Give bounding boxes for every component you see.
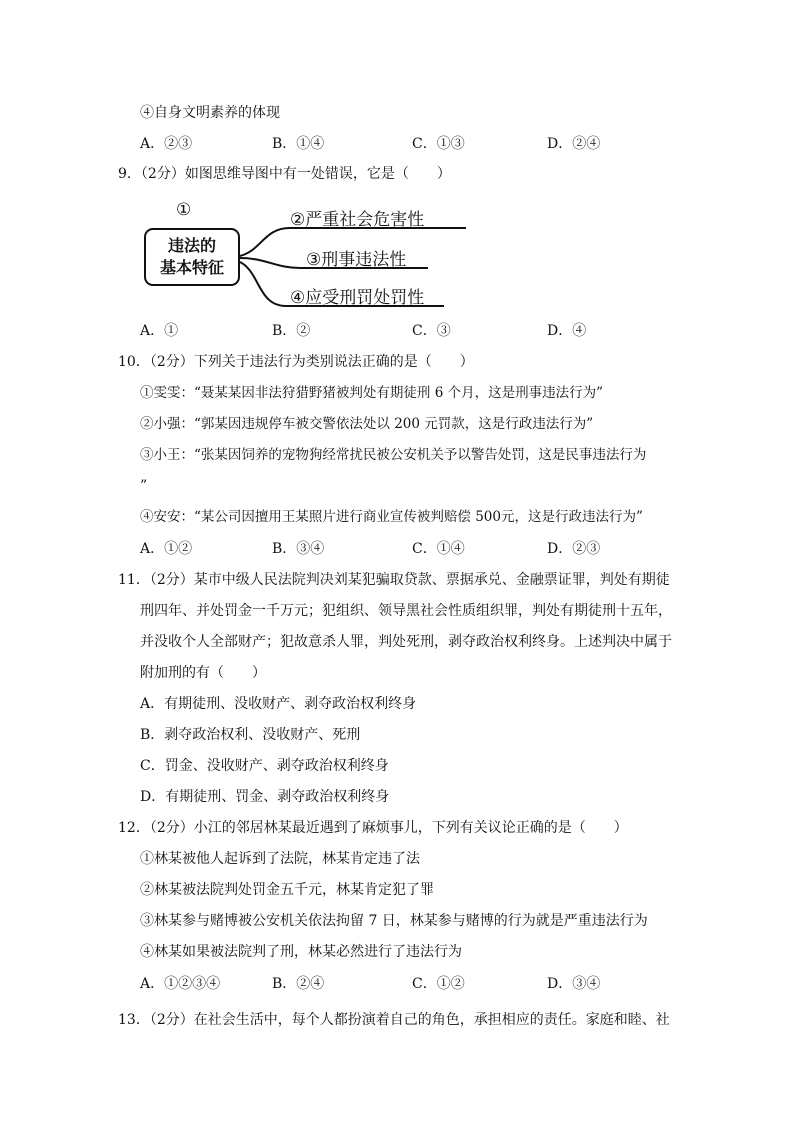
q12-item-4: ④林某如果被法院判了刑，林某必然进行了违法行为 [140, 944, 462, 960]
q11-stem-line-2: 刑四年、并处罚金一千万元；犯组织、领导黑社会性质组织罪，判处有期徒刑十五年， [140, 603, 672, 619]
mind-map-branch-4: ④应受刑罚处罚性 [290, 288, 425, 308]
q13-stem: 13．（2分）在社会生活中，每个人都扮演着自己的角色，承担相应的责任。家庭和睦、社 [118, 1012, 670, 1028]
q12-option-a[interactable]: A．①②③④ [140, 976, 221, 992]
mind-map-branch-2: ②严重社会危害性 [290, 210, 425, 230]
q11-stem-line-3: 并没收个人全部财产；犯故意杀人罪，判处死刑，剥夺政治权利终身。上述判决中属于 [140, 634, 672, 650]
q11-stem-line-1: 11．（2分）某市中级人民法院判决刘某犯骗取贷款、票据承兑、金融票证罪，判处有期徒 [118, 572, 670, 588]
q11-option-c[interactable]: C．罚金、没收财产、剥夺政治权利终身 [140, 758, 389, 774]
q9-option-a[interactable]: A．① [140, 323, 179, 339]
q10-item-3-continued: ” [140, 478, 148, 494]
q12-stem: 12．（2分）小江的邻居林某最近遇到了麻烦事儿，下列有关议论正确的是（ ） [118, 820, 628, 836]
q8-options [140, 134, 660, 154]
q9-option-d[interactable]: D．④ [547, 323, 587, 339]
q9-stem: 9．（2分）如图思维导图中有一处错误，它是（ ） [118, 166, 451, 182]
q8-item-4: ④自身文明素养的体现 [140, 105, 280, 121]
q8-option-d[interactable]: D．②④ [547, 136, 601, 152]
q12-item-3: ③林某参与赌博被公安机关依法拘留 7 日，林某参与赌博的行为就是严重违法行为 [140, 913, 648, 929]
q8-option-a[interactable]: A．②③ [140, 136, 193, 152]
q10-option-c[interactable]: C．①④ [412, 541, 465, 557]
q12-option-c[interactable]: C．①② [412, 976, 465, 992]
central-node-line-2: 基本特征 [159, 258, 224, 277]
q12-option-b[interactable]: B．②④ [272, 976, 325, 992]
q12-item-2: ②林某被法院判处罚金五千元，林某肯定犯了罪 [140, 882, 434, 898]
q10-option-d[interactable]: D．②③ [547, 541, 601, 557]
q8-option-c[interactable]: C．①③ [412, 136, 465, 152]
q9-options [140, 321, 660, 341]
mind-map-central-node [144, 228, 240, 286]
q8-option-b[interactable]: B．①④ [272, 136, 325, 152]
q10-item-4: ④安安：“某公司因擅用王某照片进行商业宣传被判赔偿 500元，这是行政违法行为” [140, 509, 643, 525]
central-node-line-1: 违法的 [167, 236, 216, 255]
q10-item-1: ①雯雯：“聂某某因非法狩猎野猪被判处有期徒刑 6 个月，这是刑事违法行为” [140, 385, 603, 401]
q10-options [140, 539, 660, 559]
q12-item-1: ①林某被他人起诉到了法院，林某肯定违了法 [140, 851, 420, 867]
q11-option-a[interactable]: A．有期徒刑、没收财产、剥夺政治权利终身 [140, 696, 417, 712]
q11-stem-line-4: 附加刑的有（ ） [140, 665, 266, 681]
q9-option-b[interactable]: B．② [272, 323, 311, 339]
q9-option-c[interactable]: C．③ [412, 323, 451, 339]
q11-option-b[interactable]: B．剥夺政治权利、没收财产、死刑 [140, 727, 361, 743]
q12-options [140, 974, 660, 994]
q10-item-3: ③小王：“张某因饲养的宠物狗经常扰民被公安机关予以警告处罚，这是民事违法行为 [140, 447, 647, 463]
mind-map-label-1: ① [176, 200, 192, 220]
mind-map-branch-3: ③刑事违法性 [306, 250, 407, 270]
q10-stem: 10．（2分）下列关于违法行为类别说法正确的是（ ） [118, 354, 474, 370]
mind-map-diagram [140, 198, 480, 310]
q10-option-b[interactable]: B．③④ [272, 541, 325, 557]
q10-item-2: ②小强：“郭某因违规停车被交警依法处以 200 元罚款，这是行政违法行为” [140, 416, 594, 432]
q11-option-d[interactable]: D．有期徒刑、罚金、剥夺政治权利终身 [140, 789, 390, 805]
q12-option-d[interactable]: D．③④ [547, 976, 601, 992]
q10-option-a[interactable]: A．①② [140, 541, 193, 557]
